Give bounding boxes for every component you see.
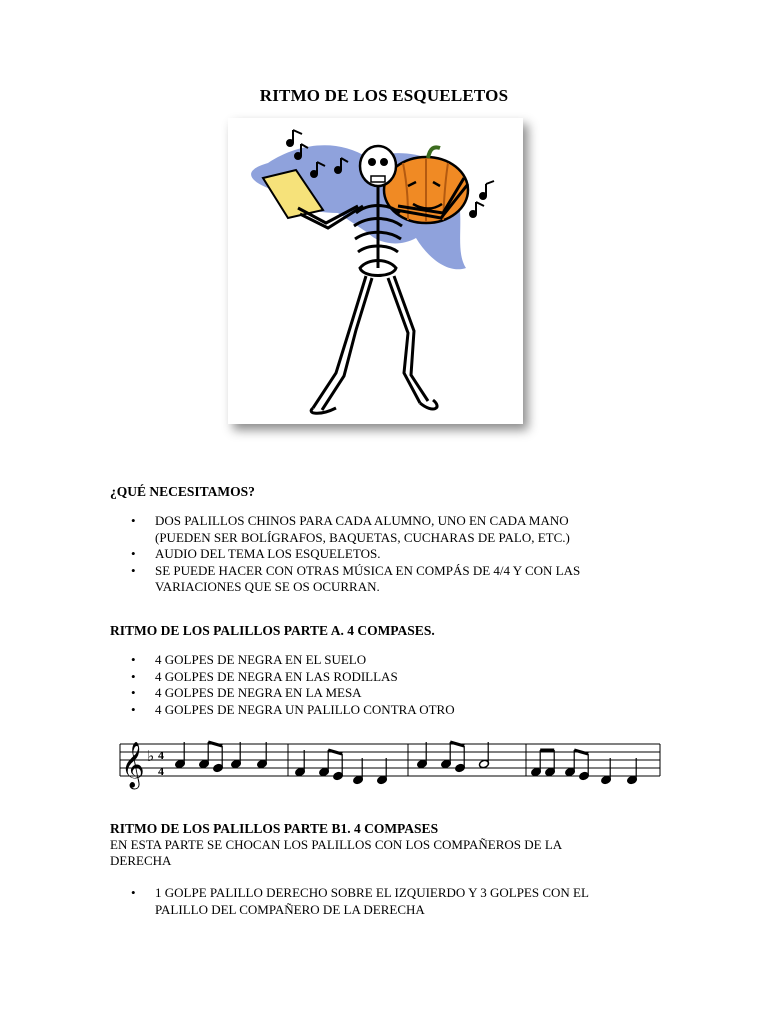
list-item: • 4 GOLPES DE NEGRA EN EL SUELO <box>110 652 635 669</box>
section-heading-necesitamos: ¿QUÉ NECESITAMOS? <box>110 484 255 499</box>
list-item: • 4 GOLPES DE NEGRA EN LA MESA <box>110 685 635 702</box>
list-item: • 4 GOLPES DE NEGRA EN LAS RODILLAS <box>110 669 635 686</box>
list-item: • DOS PALILLOS CHINOS PARA CADA ALUMNO, UNO EN CADA MANO (PUEDEN SER BOLÍGRAFOS, BAQUETAS, CUCHARAS DE PALO, ETC.) <box>110 513 635 546</box>
note-beam <box>574 750 588 754</box>
time-signature-bottom: 4 <box>158 764 164 778</box>
list-item: • 4 GOLPES DE NEGRA UN PALILLO CONTRA OTRO <box>110 702 635 719</box>
parte-b1-list <box>110 885 635 918</box>
dancing-skeleton-with-pumpkin-icon <box>228 118 523 424</box>
time-signature-top: 4 <box>158 748 164 762</box>
page-title: RITMO DE LOS ESQUELETOS <box>259 86 509 105</box>
list-item: • AUDIO DEL TEMA LOS ESQUELETOS. <box>110 546 635 563</box>
section-heading-parte-b1: RITMO DE LOS PALILLOS PARTE B1. 4 COMPASES <box>110 821 439 836</box>
note-beam <box>328 750 342 754</box>
illustration <box>228 118 523 424</box>
key-signature: ♭ <box>147 747 155 765</box>
list-item: • 1 GOLPE PALILLO DERECHO SOBRE EL IZQUIERDO Y 3 GOLPES CON EL PALILLO DEL COMPAÑERO DE LA DERECHA <box>110 885 635 918</box>
parte-b1-intro: EN ESTA PARTE SE CHOCAN LOS PALILLOS CON LOS COMPAÑEROS DE LA DERECHA <box>110 837 563 868</box>
list-item: • SE PUEDE HACER CON OTRAS MÚSICA EN COMPÁS DE 4/4 Y CON LAS VARIACIONES QUE SE OS OCURRAN. <box>110 563 635 596</box>
note-beam <box>208 742 222 746</box>
music-staff <box>112 734 664 792</box>
treble-clef-icon: 𝄞 <box>121 742 145 788</box>
note-beam <box>450 742 464 746</box>
parte-a-list <box>110 652 635 718</box>
materials-list <box>110 513 635 596</box>
section-heading-parte-a: RITMO DE LOS PALILLOS PARTE A. 4 COMPASES. <box>110 623 435 638</box>
